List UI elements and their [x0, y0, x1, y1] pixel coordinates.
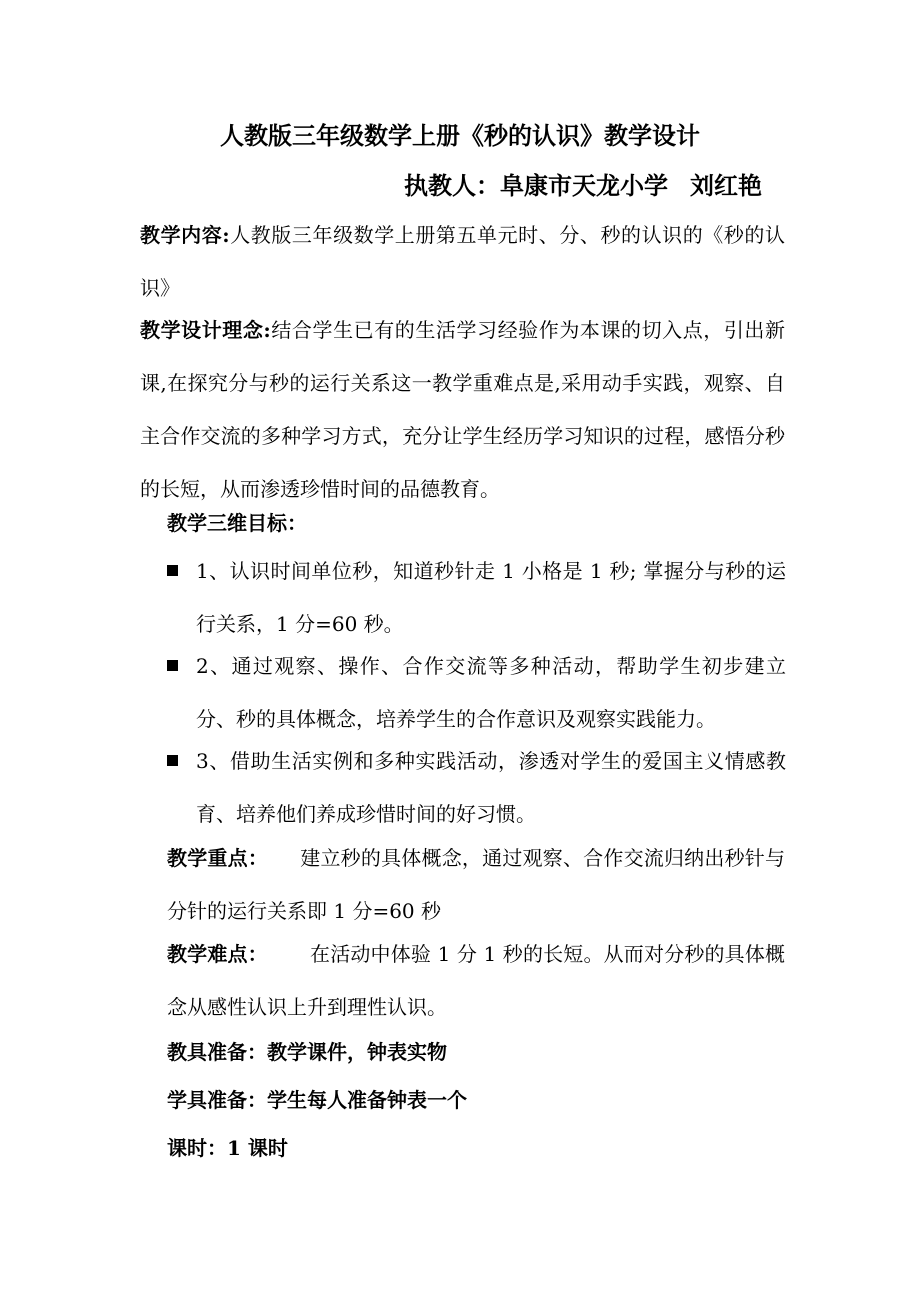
- student-tools-line: 学具准备：学生每人准备钟表一个: [167, 1088, 467, 1112]
- goals-heading: 教学三维目标：: [167, 511, 307, 535]
- key-point-text: 建立秒的具体概念，通过观察、合作交流归纳出秒针与分针的运行关系即 1 分=60 秒: [167, 846, 786, 923]
- class-period-line: 课时：1 课时: [167, 1136, 288, 1160]
- teaching-content-text: 人教版三年级数学上册第五单元时、分、秒的认识的《秒的认识》: [140, 223, 785, 300]
- teaching-content-paragraph: [140, 209, 785, 315]
- goal-item: 2、通过观察、操作、合作交流等多种活动，帮助学生初步建立分、秒的具体概念，培养学生的合作意识及观察实践能力。: [196, 654, 786, 731]
- author-line: [404, 168, 762, 204]
- teacher-tools-line: 教具准备：教学课件，钟表实物: [167, 1040, 447, 1064]
- key-point-label: 教学重点：: [167, 846, 269, 870]
- key-point-paragraph: [167, 832, 785, 938]
- square-bullet-icon: [167, 755, 178, 766]
- goal-item: 1、认识时间单位秒，知道秒针走 1 小格是 1 秒; 掌握分与秒的运行关系，1 分=60 秒。: [196, 559, 786, 636]
- goal-item: 3、借助生活实例和多种实践活动，渗透对学生的爱国主义情感教育、培养他们养成珍惜时间的好习惯。: [196, 749, 786, 826]
- square-bullet-icon: [167, 660, 178, 671]
- difficulty-text: 在活动中体验 1 分 1 秒的长短。从而对分秒的具体概念从感性认识上升到理性认识。: [167, 942, 785, 1019]
- design-concept-paragraph: [140, 304, 785, 516]
- document-title: 人教版三年级数学上册《秒的认识》教学设计: [220, 121, 700, 150]
- author-name: 刘红艳: [690, 171, 762, 200]
- teaching-content-label: 教学内容:: [140, 223, 230, 247]
- author-label: 执教人：阜康市天龙小学: [404, 171, 668, 200]
- difficulty-label: 教学难点：: [167, 942, 268, 966]
- difficulty-paragraph: [167, 928, 785, 1034]
- design-concept-label: 教学设计理念:: [140, 318, 271, 342]
- design-concept-text: 结合学生已有的生活学习经验作为本课的切入点，引出新课,在探究分与秒的运行关系这一教学重难点是,采用动手实践，观察、自主合作交流的多种学习方式，充分让学生经历学习知识的过程，感悟分秒的长短，从而渗透珍惜时间的品德教育。: [140, 318, 785, 501]
- square-bullet-icon: [167, 565, 178, 576]
